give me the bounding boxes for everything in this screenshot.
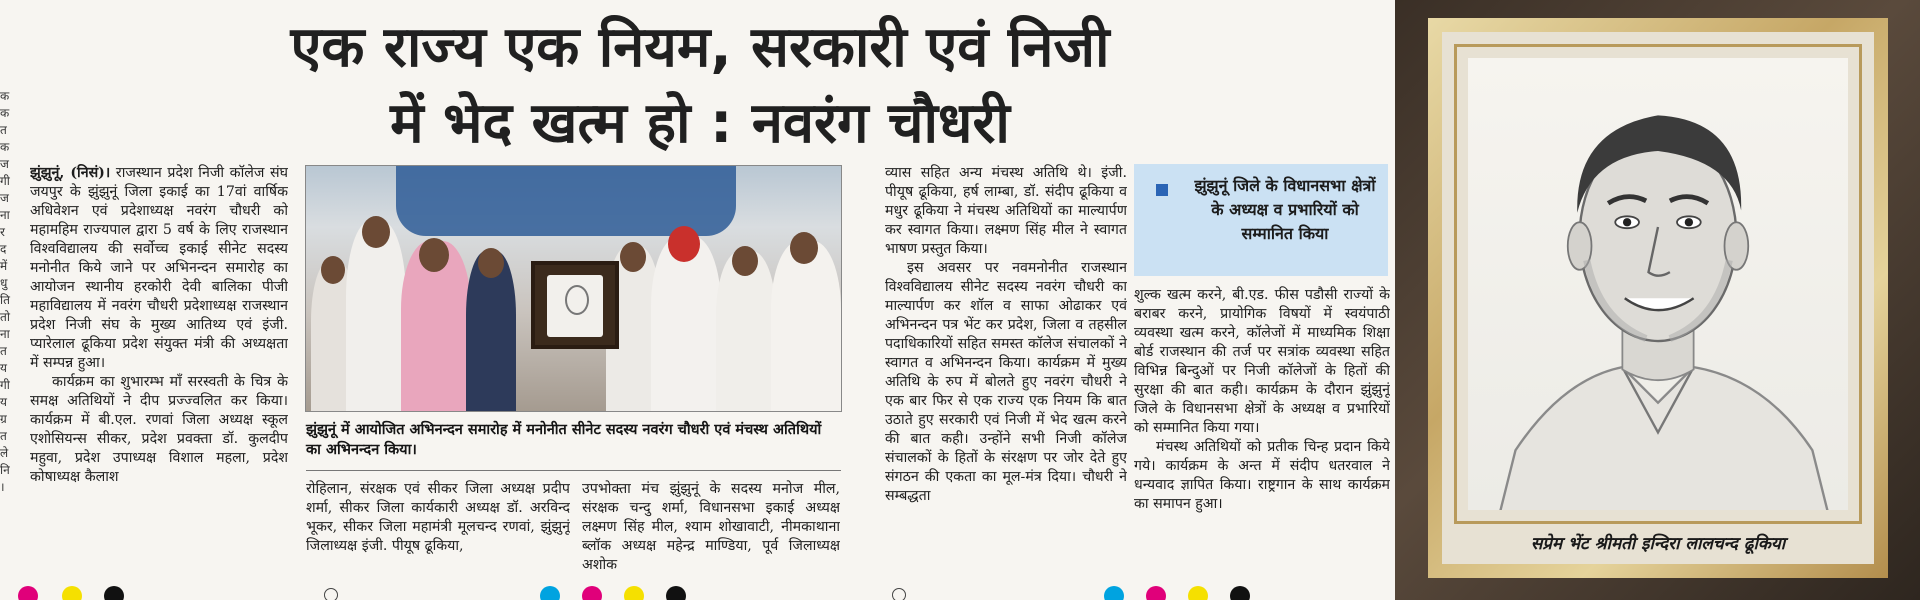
dateline: झुंझुनूं, (निसं)। xyxy=(30,165,111,181)
cut-off-glyph: ज xyxy=(0,191,9,205)
registration-target-icon xyxy=(892,588,906,600)
photo-caption: झुंझुनूं में आयोजित अभिनन्दन समारोह में मनोनीत सीनेट सदस्य नवरंग चौधरी एवं मंचस्थ अतिथियों का अभिनन्दन किया। xyxy=(306,422,822,458)
presented-portrait-frame xyxy=(531,261,619,349)
headline-line-1: एक राज्य एक नियम, सरकारी एवं निजी xyxy=(290,15,1110,80)
gold-frame xyxy=(1428,18,1888,578)
article-column-1 xyxy=(30,164,288,584)
registration-mark-cyan xyxy=(1104,586,1124,600)
cut-off-glyph: त xyxy=(0,344,7,358)
article-paragraph: मंचस्थ अतिथियों को प्रतीक चिन्ह प्रदान किये गये। कार्यक्रम के अन्त में संदीप धतरवाल ने धन्यवाद ज्ञापित किया। राष्ट्रगान के साथ कार्यक्रम का समापन हुआ। xyxy=(1134,439,1390,512)
cut-off-glyph: ग्र xyxy=(0,412,7,426)
registration-target-icon xyxy=(324,588,338,600)
article-column-3 xyxy=(582,480,840,584)
cut-off-glyph: क xyxy=(0,89,10,103)
registration-mark-magenta xyxy=(582,586,602,600)
cut-off-glyph: ले xyxy=(0,446,9,460)
cut-off-glyph: र xyxy=(0,225,5,239)
article-paragraph: रोहिलान, संरक्षक एवं सीकर जिला अध्यक्ष प्रदीप शर्मा, सीकर जिला कार्यकारी अध्यक्ष डॉ. अरविन्द भूकर, सीकर जिला महामंत्री मूलचन्द रणवां, झुंझुनूं जिलाध्यक्ष इंजी. पीयूष ढूकिया, xyxy=(306,481,570,554)
article-column-5 xyxy=(1134,286,1390,584)
event-photo xyxy=(305,165,842,412)
article-paragraph: उपभोक्ता मंच झुंझुनूं के सदस्य मनोज मील, संरक्षक चन्दु शर्मा, विधानसभा इकाई अध्यक्ष लक्ष्मण सिंह मील, श्याम शोखावाटी, नीमकाथाना ब्लॉक अध्यक्ष महेन्द्र माण्डिया, पूर्व जिलाध्यक्ष अशोक xyxy=(582,481,840,573)
divider xyxy=(306,470,841,471)
article-column-2 xyxy=(306,480,570,584)
article-paragraph: व्यास सहित अन्य मंचस्थ अतिथि थे। इंजी. पीयूष ढूकिया, हर्ष लाम्बा, डॉ. संदीप ढूकिया व मधुर ढूकिया ने मंचस्थ अतिथियों का माल्यार्पण कर स्वागत किया। लक्ष्मण सिंह मील ने स्वागत भाषण प्रस्तुत किया। xyxy=(885,165,1127,257)
cut-off-glyph: ज xyxy=(0,157,9,171)
registration-mark-black xyxy=(104,586,124,600)
registration-mark-black xyxy=(1230,586,1250,600)
framed-portrait-photo xyxy=(1395,0,1920,600)
cut-off-glyph: । xyxy=(0,480,5,494)
cut-off-glyph: गी xyxy=(0,174,10,188)
cut-off-glyph: क xyxy=(0,106,10,120)
registration-mark-yellow xyxy=(1188,586,1208,600)
cut-off-glyph: तो xyxy=(0,310,10,324)
cut-off-column-edge xyxy=(0,88,14,578)
dedication-inscription: सप्रेम भेंट श्रीमती इन्दिरा लालचन्द ढूकिया xyxy=(1530,534,1786,554)
cut-off-glyph: त xyxy=(0,123,7,137)
registration-mark-magenta xyxy=(1146,586,1166,600)
square-bullet-icon xyxy=(1156,184,1168,196)
cut-off-glyph: य xyxy=(0,361,7,375)
portrait-drawing xyxy=(1468,58,1848,510)
cut-off-glyph: में xyxy=(0,259,8,273)
cut-off-glyph: नि xyxy=(0,463,10,477)
registration-mark-cyan xyxy=(540,586,560,600)
article-paragraph: राजस्थान प्रदेश निजी कॉलेज संघ जयपुर के झुंझुनूं जिला इकाई का 17वां वार्षिक अधिवेशन एवं प्रदेशाध्यक्ष नवरंग चौधरी को महामहिम राज्यपाल द्वारा 5 वर्ष के लिए राजस्थान विश्वविद्यालय की सर्वोच्च इकाई सीनेट सदस्य मनोनीत किये जाने पर अभिनन्दन समारोह का आयोजन स्थानीय हरकोरी देवी बालिका पीजी महाविद्यालय में नवरंग चौधरी प्रदेशाध्यक्ष राजस्थान प्रदेश निजी संघ के मुख्य आतिथ्य एवं इंजी. प्यारेलाल ढूकिया प्रदेश संयुक्त मंत्री की अध्यक्षता में सम्पन्न हुआ। xyxy=(30,165,288,371)
cut-off-glyph: त xyxy=(0,429,7,443)
registration-mark-yellow xyxy=(62,586,82,600)
headline-line-2: में भेद खत्म हो : नवरंग चौधरी xyxy=(390,91,1010,156)
cut-off-glyph: य xyxy=(0,395,7,409)
cut-off-glyph: द xyxy=(0,242,7,256)
article-paragraph: इस अवसर पर नवमनोनीत राजस्थान विश्वविद्यालय सीनेट सदस्य नवरंग चौधरी का माल्यार्पण कर शॉल व साफा ओढाकर एवं अभिनन्दन पत्र भेंट कर प्रदेश, जिला व तहसील पदाधिकारियों सहित समस्त कॉलेज संचालकों ने स्वागत व अभिनन्दन किया। कार्यक्रम में मुख्य अतिथि के रुप में बोलते हुए नवरंग चौधरी ने एक बार फिर से एक राज्य एक नियम कि बात उठाते हुए सरकारी एवं निजी में भेद खत्म करने की बात कही। उन्होंने सभी निजी कॉलेज संचालकों के हितों के संरक्षण पर जोर देते हुए संगठन की एकता का मूल-मंत्र दिया। चौधरी ने सम्बद्धता xyxy=(885,260,1127,504)
registration-mark-black xyxy=(666,586,686,600)
registration-mark-magenta xyxy=(18,586,38,600)
pencil-sketch-portrait xyxy=(1468,58,1848,510)
callout-box xyxy=(1134,164,1388,276)
callout-heading: झुंझुनूं जिले के विधानसभा क्षेत्रों के अध्यक्ष व प्रभारियों को सम्मानित किया xyxy=(1194,176,1376,243)
cut-off-glyph: ति xyxy=(0,293,10,307)
cut-off-glyph: धु xyxy=(0,276,8,290)
cut-off-glyph: गी xyxy=(0,378,10,392)
frame-mat xyxy=(1442,32,1874,564)
cut-off-glyph: ना xyxy=(0,327,10,341)
article-paragraph: कार्यक्रम का शुभारम्भ माँ सरस्वती के चित्र के समक्ष अतिथियों ने दीप प्रज्ज्वलित कर किया। कार्यक्रम में बी.एल. रणवां जिला अध्यक्ष स्कूल एशोसियन्स सीकर, प्रदेश प्रवक्ता डॉ. कुलदीप महुवा, प्रदेश उपाध्यक्ष विशाल महला, प्रदेश कोषाध्यक्ष कैलाश xyxy=(30,374,288,485)
article-column-4 xyxy=(885,164,1127,584)
article-paragraph: शुल्क खत्म करने, बी.एड. फीस पडौसी राज्यों के बराबर करने, प्रायोगिक विषयों में स्वयंपाठी व्यवस्था खत्म करने, कॉलेजों में माध्यमिक शिक्षा बोर्ड राजस्थान की तर्ज पर सत्रांक व्यवस्था सहित विभिन्न बिन्दुओं पर निजी कॉलेजों के हितों की सुरक्षा की बात कही। कार्यक्रम के दौरान झुंझुनूं जिले के विधानसभा क्षेत्रों के अध्यक्ष व प्रभारियों को सम्मानित किया गया। xyxy=(1134,287,1390,436)
cut-off-glyph: क xyxy=(0,140,10,154)
registration-mark-yellow xyxy=(624,586,644,600)
cut-off-glyph: ना xyxy=(0,208,10,222)
